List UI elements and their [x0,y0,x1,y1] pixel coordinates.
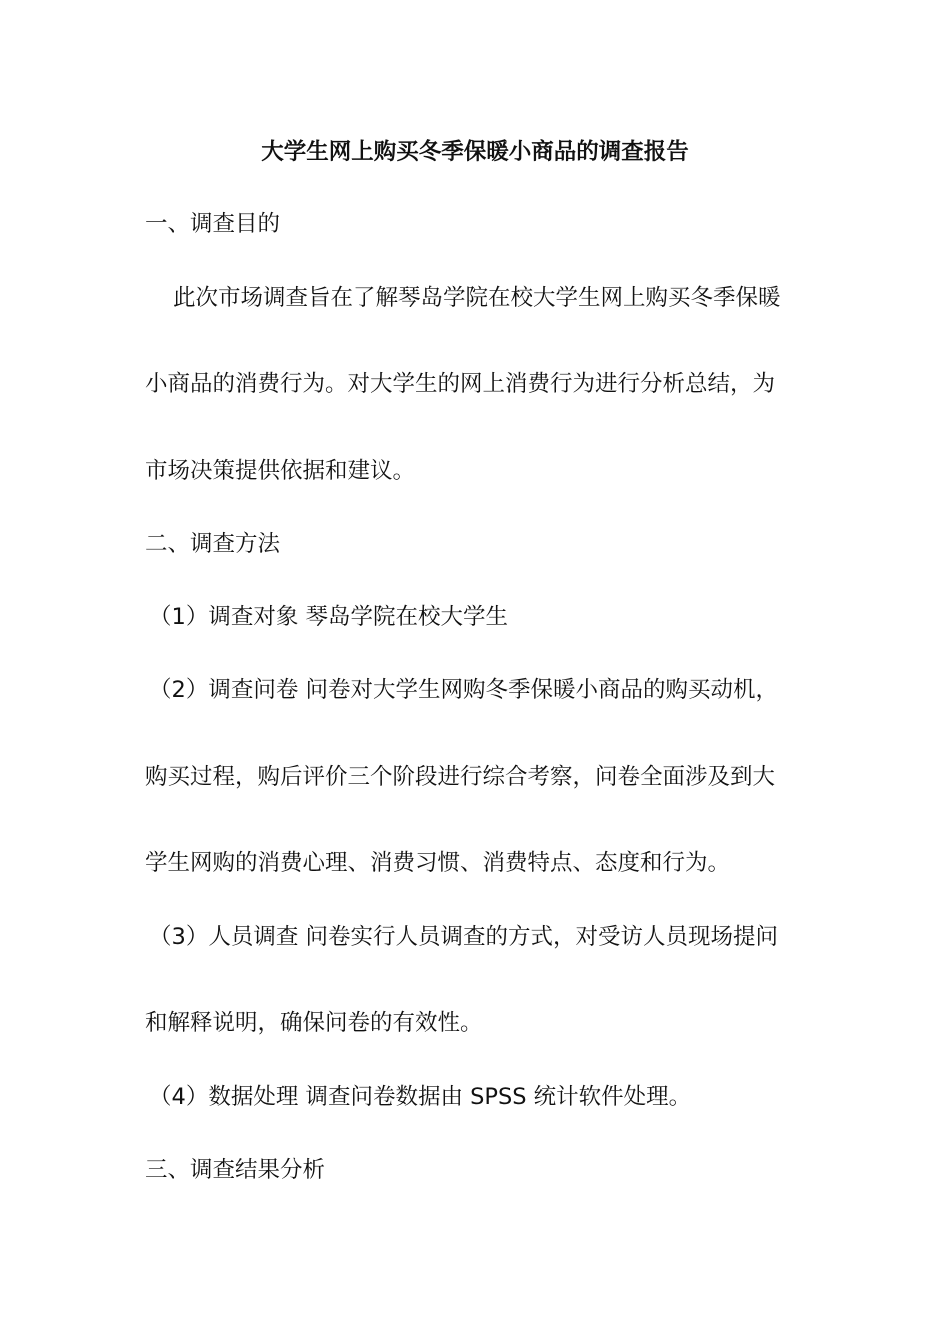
purpose-paragraph-line-2: 小商品的消费行为。对大学生的网上消费行为进行分析总结，为 [145,371,776,397]
method-item-3-line-2: 和解释说明，确保问卷的有效性。 [145,1010,483,1036]
purpose-paragraph-line-1: 此次市场调查旨在了解琴岛学院在校大学生网上购买冬季保暖 [173,285,781,311]
purpose-paragraph-line-3: 市场决策提供依据和建议。 [145,458,416,484]
method-item-4: （4）数据处理 调查问卷数据由 SPSS 统计软件处理。 [149,1084,692,1110]
document-title: 大学生网上购买冬季保暖小商品的调查报告 [261,139,689,165]
method-item-2-line-3: 学生网购的消费心理、消费习惯、消费特点、态度和行为。 [145,850,731,876]
section-heading-method: 二、调查方法 [145,531,281,557]
section-heading-results: 三、调查结果分析 [145,1157,326,1183]
method-item-2-line-2: 购买过程，购后评价三个阶段进行综合考察，问卷全面涉及到大 [145,764,776,790]
method-item-1: （1）调查对象 琴岛学院在校大学生 [149,604,508,630]
method-item-2-line-1: （2）调查问卷 问卷对大学生网购冬季保暖小商品的购买动机， [149,677,778,703]
section-heading-purpose: 一、调查目的 [145,211,281,237]
method-item-3-line-1: （3）人员调查 问卷实行人员调查的方式，对受访人员现场提问 [149,924,778,950]
